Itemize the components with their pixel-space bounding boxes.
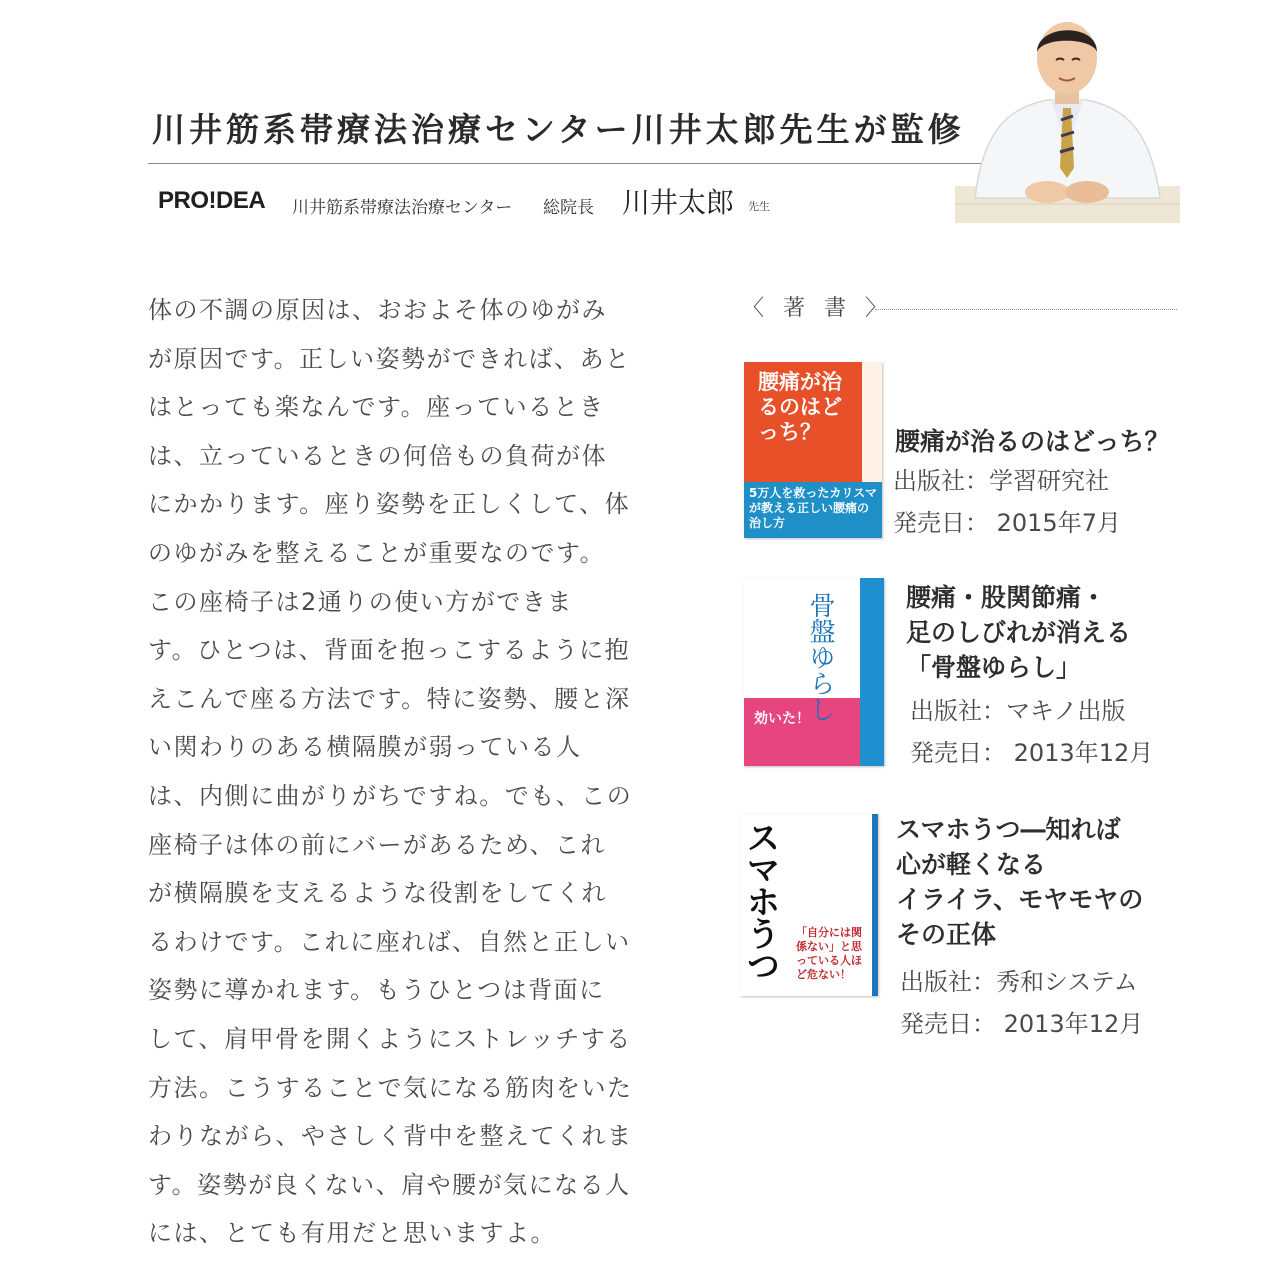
body-line: 体の不調の原因は、おおよそ体のゆがみ: [148, 296, 607, 324]
body-line: はとっても楽なんです。座っているとき: [148, 393, 605, 422]
book-2-title: 腰痛・股関節痛・ 足のしびれが消える 「骨盤ゆらし」: [906, 583, 1132, 682]
body-line: が横隔膜を支えるような役割をしてくれ: [148, 879, 607, 908]
book-cover-2-band: 効いた！: [754, 711, 810, 727]
body-line: のゆがみを整えることが重要なのです。: [148, 538, 606, 567]
book-cover-1: [744, 362, 882, 538]
book-1-publisher: 出版社：学習研究社: [893, 467, 1109, 495]
page-title: 川井筋系帯療法治療センター川井太郎先生が監修: [152, 110, 965, 149]
book-cover-1-title: 腰痛が治るのはどっち？: [758, 370, 842, 444]
book-2-release: 発売日： 2013年12月: [910, 739, 1154, 767]
body-line: 座椅子は体の前にバーがあるため、これ: [148, 830, 607, 859]
body-line: は、内側に曲がりがちですね。でも、この: [148, 781, 633, 810]
job-title: 総院長: [543, 198, 594, 218]
books-heading-rule: [875, 309, 1177, 310]
book-1-release: 発売日： 2015年7月: [893, 509, 1121, 537]
body-paragraph: [148, 286, 668, 1258]
book-2-meta: [910, 690, 1153, 774]
body-line: して、肩甲骨を開くようにストレッチする: [148, 1024, 632, 1053]
body-line: 姿勢に導かれます。もうひとつは背面に: [148, 976, 605, 1005]
body-line: には、とても有用だと思いますよ。: [148, 1219, 556, 1248]
brand-logo: PRO!DEA: [158, 187, 266, 214]
book-3-release: 発売日： 2013年12月: [900, 1010, 1144, 1038]
body-line: い関わりのある横隔膜が弱っている人: [148, 733, 582, 762]
body-line: は、立っているときの何倍もの負荷が体: [148, 441, 607, 470]
book-cover-3-band: 「自分には関係ない」と思っている人ほど危ない！: [796, 926, 862, 981]
book-3-publisher: 出版社：秀和システム: [900, 968, 1138, 996]
body-line: が原因です。正しい姿勢ができれば、あと: [148, 344, 631, 373]
organization-name: 川井筋系帯療法治療センター: [292, 198, 513, 218]
doctor-portrait: [955, 8, 1180, 223]
body-line: るわけです。これに座れば、自然と正しい: [148, 927, 631, 956]
book-cover-1-band: 5万人を救ったカリスマが教える正しい腰痛の治し方: [749, 486, 877, 530]
book-cover-2: [744, 578, 884, 766]
body-line: この座椅子は2通りの使い方ができま: [148, 587, 573, 616]
book-cover-3: [740, 814, 878, 996]
book-3-meta: [900, 961, 1143, 1045]
book-1-meta: [893, 460, 1121, 544]
body-line: す。姿勢が良くない、肩や腰が気になる人: [148, 1170, 631, 1199]
body-line: わりながら、やさしく背中を整えてくれま: [148, 1122, 633, 1151]
doctor-name: 川井太郎: [622, 186, 735, 219]
title-divider: [148, 163, 988, 164]
body-line: 方法。こうすることで気になる筋肉をいた: [148, 1073, 633, 1102]
book-cover-3-title: スマホうつ: [740, 820, 780, 980]
book-2-publisher: 出版社：マキノ出版: [910, 697, 1126, 725]
book-3-title: スマホうつ―知れば 心が軽くなる イライラ、モヤモヤの その正体: [896, 815, 1144, 949]
book-cover-2-title: 骨盤ゆらし: [805, 592, 835, 722]
body-line: えこんで座る方法です。特に姿勢、腰と深: [148, 684, 631, 713]
body-line: にかかります。座り姿勢を正しくして、体: [148, 490, 631, 519]
body-line: す。ひとつは、背面を抱っこするように抱: [148, 636, 631, 665]
book-1-title: 腰痛が治るのはどっち？: [895, 427, 1170, 456]
books-heading: 〈 著 書 〉: [742, 296, 893, 321]
honorific: 先生: [748, 200, 770, 213]
